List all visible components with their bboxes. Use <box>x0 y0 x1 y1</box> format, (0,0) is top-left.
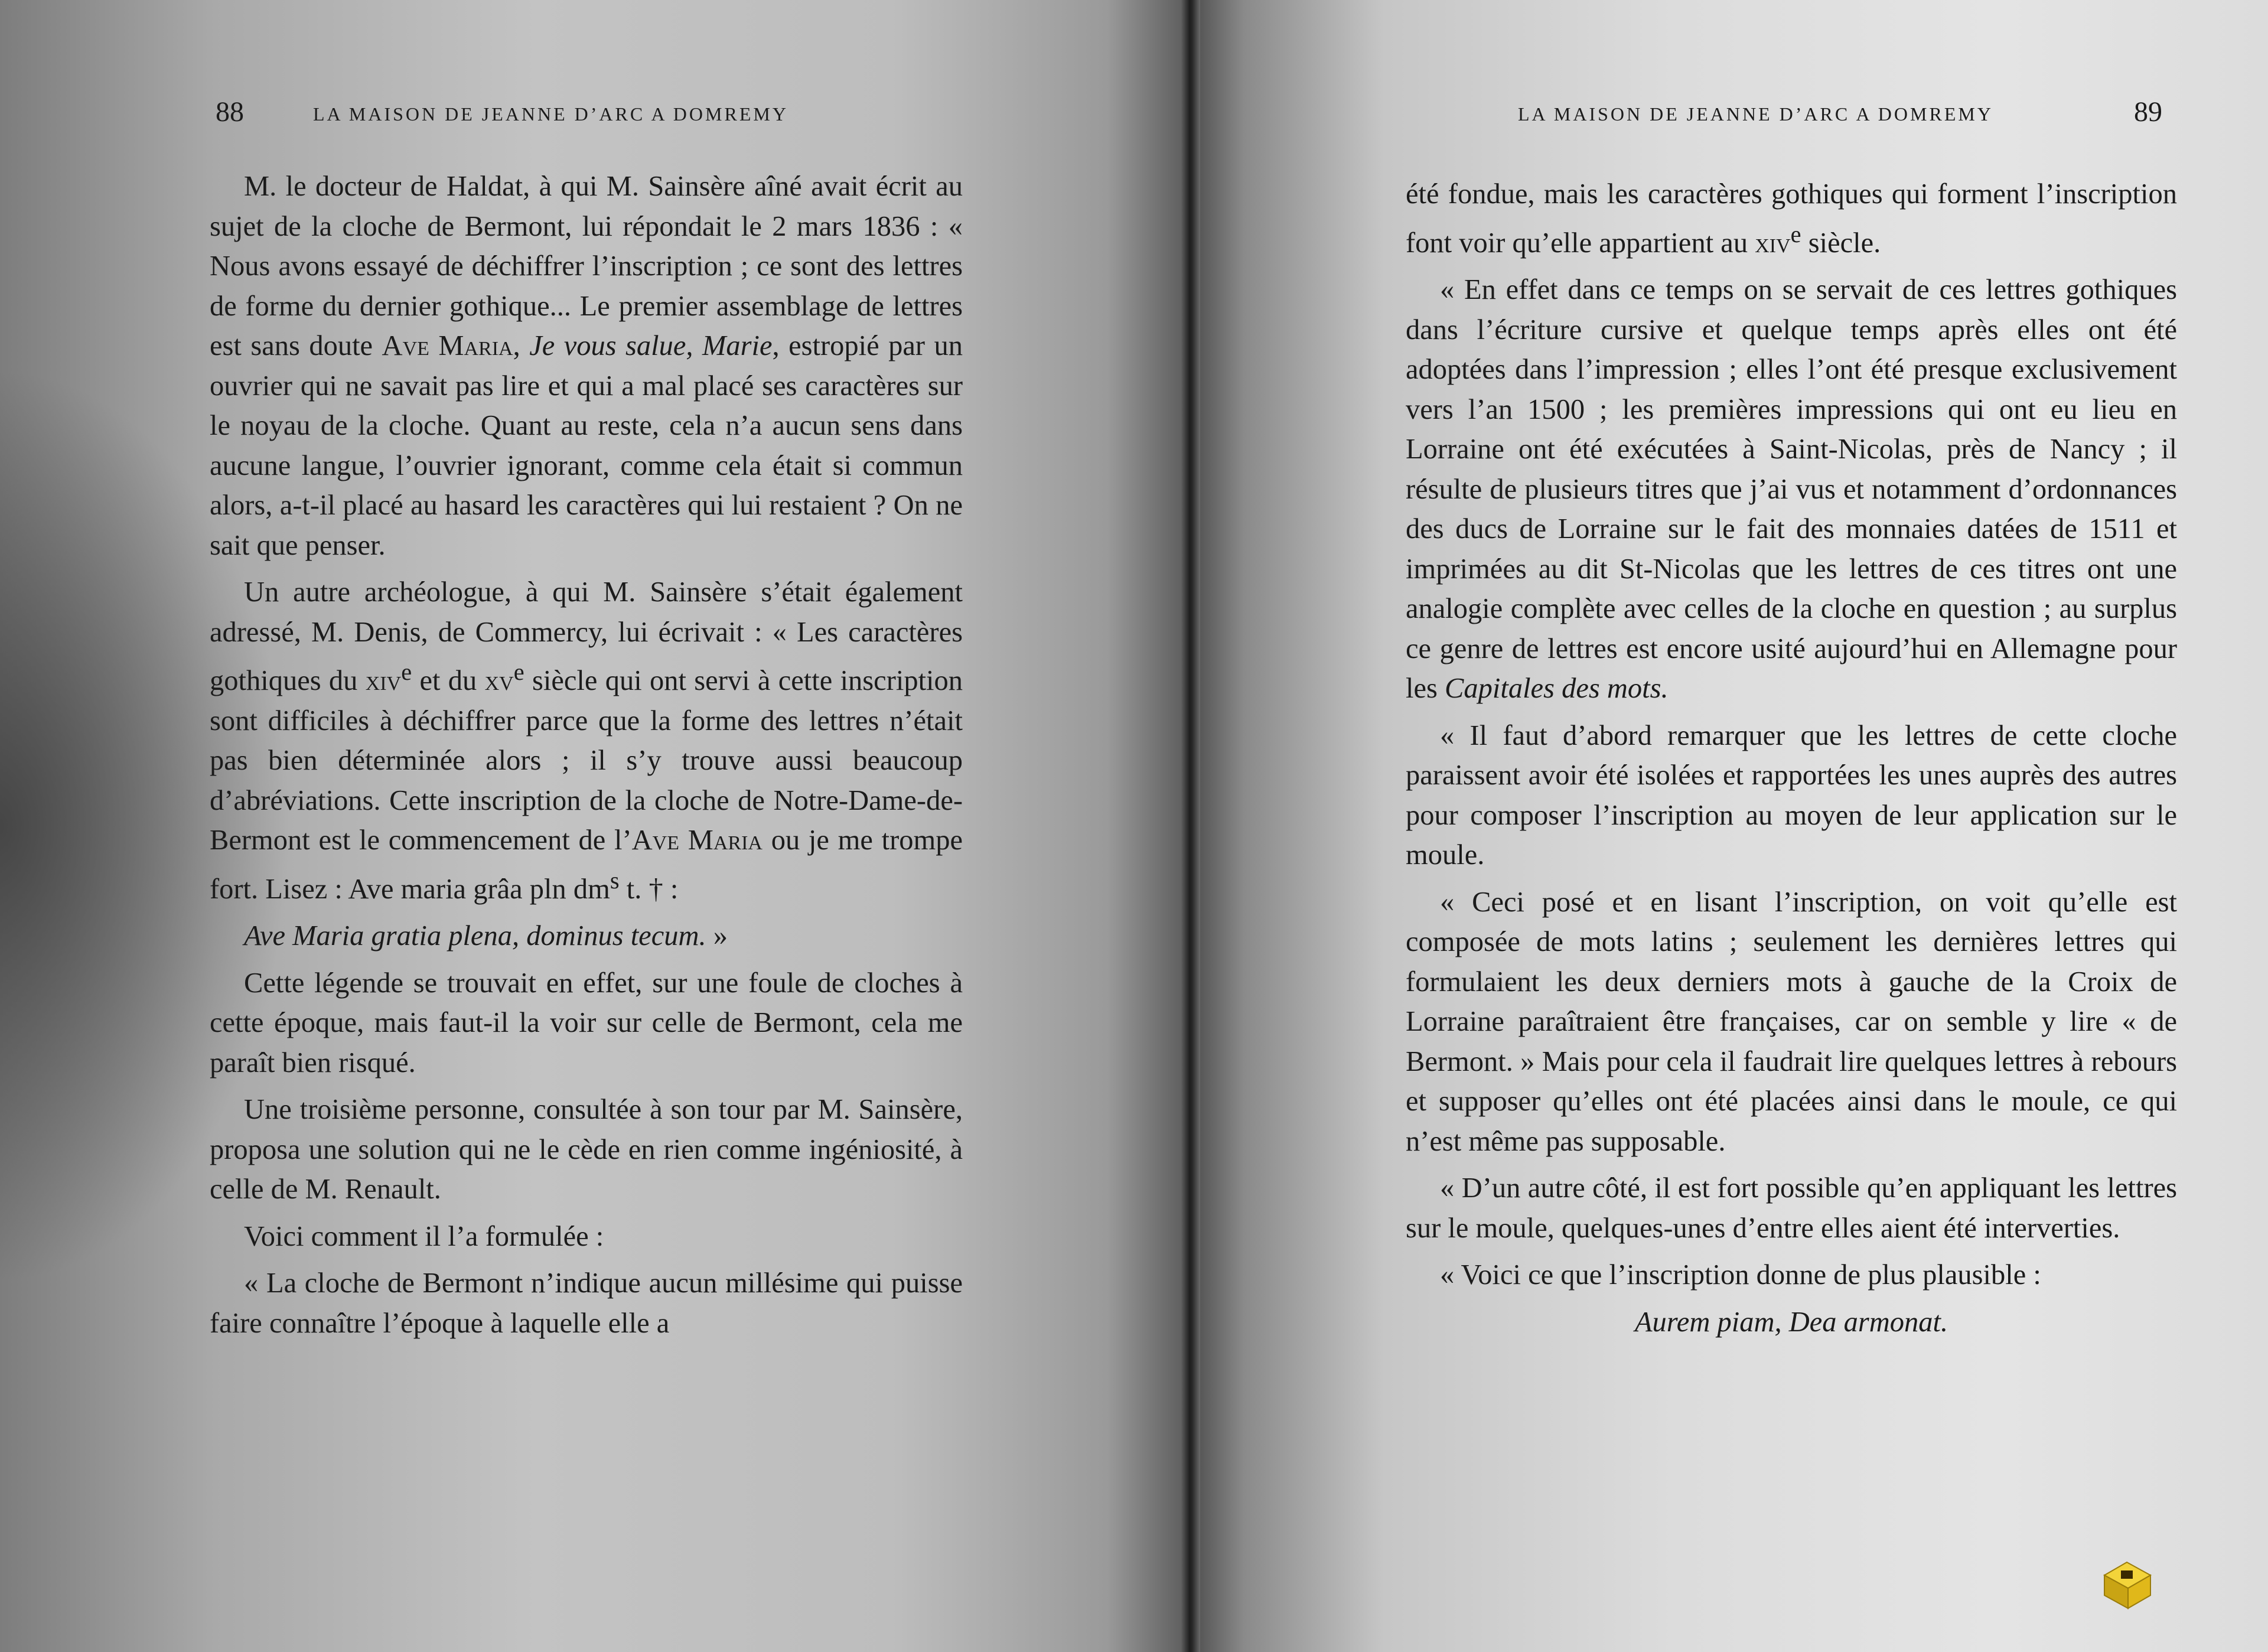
paragraph: Ave Maria gratia plena, dominus tecum. » <box>244 920 728 952</box>
book-gutter <box>1181 0 1200 1652</box>
paragraph: Un autre archéologue, à qui M. Sainsère s’était également adressé, M. Denis, de Commercy, lui écrivait : « Les caractères gothiques du xiv$^e$ et du $xv^e$ siècle qui ont servi à cette inscription sont difficiles à déchiffrer parce que la forme des lettres n’était pas bien déterminée alors ; il s’y trouve aussi beaucoup d’abréviations. Cette inscription de la cloche de Notre-Dame-de-Bermont est le commencement de l’Ave Maria ou je me trompe fort. Lisez : Ave maria grâa pln $dm^s$ t. † : <box>210 576 963 905</box>
paragraph: Voici comment il l’a formulée : <box>244 1220 604 1252</box>
yellow-cube-icon <box>2100 1557 2154 1612</box>
paragraph: « En effet dans ce temps on se servait de ces lettres gothiques dans l’écriture cursive et quelque temps après elles ont été adoptées dans l’impression ; elles l’ont été presque exclusivement vers l’an 1500 ; les premières impressions qui ont eu lieu en Lorraine ont été exécutées à Saint-Nicolas, près de Nancy ; il résulte de plusieurs titres que j’ai vus et notamment d’ordonnances des ducs de Lorraine sur le fait des monnaies datées de 1511 et imprimées au dit St-Nicolas que les lettres de ces titres ont une analogie complète avec celles de la cloche en question ; au surplus ce genre de lettres est encore usité aujourd’hui en Allemagne pour les Capitales des mots. <box>1406 274 2177 705</box>
page-number-right: 89 <box>2134 96 2162 128</box>
paragraph: M. le docteur de Haldat, à qui M. Sainsère aîné avait écrit au sujet de la cloche de Bermont, lui répondait le 2 mars 1836 : « Nous avons essayé de déchiffrer l’inscription ; ce sont des lettres de forme du dernier gothique... Le premier assemblage de lettres est sans doute Ave Maria, Je vous salue, Marie, estropié par un ouvrier qui ne savait pas lire et qui a mal placé ses caractères sur le noyau de la cloche. Quant au reste, cela n’a aucun sens dans aucune langue, l’ouvrier ignorant, comme cela était si commun alors, a-t-il placé au hasard les caractères qui lui restaient ? On ne sait que penser. <box>210 171 963 561</box>
left-text-block <box>210 167 963 1350</box>
paragraph: « Il faut d’abord remarquer que les lettres de cette cloche paraissent avoir été isolées et rapportées les unes auprès des autres pour composer l’inscription au moyen de leur application sur le moule. <box>1406 719 2177 871</box>
running-head-right: LA MAISON DE JEANNE D’ARC A DOMREMY <box>1518 103 1993 125</box>
paragraph: « Ceci posé et en lisant l’inscription, on voit qu’elle est composée de mots latins ; seulement les dernières lettres qui formulaient les deux derniers mots à gauche de la Croix de Lorraine paraîtraient être françaises, car on semble y lire « de Bermont. » Mais pour cela il faudrait lire quelques lettres à rebours et supposer qu’elles ont été placées ainsi dans le moule, ce qui n’est même pas supposable. <box>1406 886 2177 1157</box>
paragraph: Une troisième personne, consultée à son tour par M. Sainsère, proposa une solution qui ne le cède en rien comme ingéniosité, à celle de M. Renault. <box>210 1094 963 1205</box>
paragraph: « Voici ce que l’inscription donne de plus plausible : <box>1440 1259 2041 1291</box>
paragraph: « La cloche de Bermont n’indique aucun millésime qui puisse faire connaître l’époque à laquelle elle a <box>210 1267 963 1339</box>
paragraph: Cette légende se trouvait en effet, sur une foule de cloches à cette époque, mais faut-il la voir sur celle de Bermont, cela me paraît bien risqué. <box>210 967 963 1078</box>
right-text-block <box>1406 174 2177 1349</box>
page-number-left: 88 <box>216 96 244 128</box>
running-head-left: LA MAISON DE JEANNE D’ARC A DOMREMY <box>313 103 788 125</box>
paragraph: « D’un autre côté, il est fort possible qu’en appliquant les lettres sur le moule, quelques-unes d’entre elles aient été interverties. <box>1406 1172 2177 1244</box>
right-page <box>1190 0 2268 1652</box>
paragraph: été fondue, mais les caractères gothiques qui forment l’inscription font voir qu’elle appartient au xiv$^e$ siècle. <box>1406 178 2177 259</box>
inscription-reading: Aurem piam, Dea armonat. <box>1634 1306 1948 1338</box>
